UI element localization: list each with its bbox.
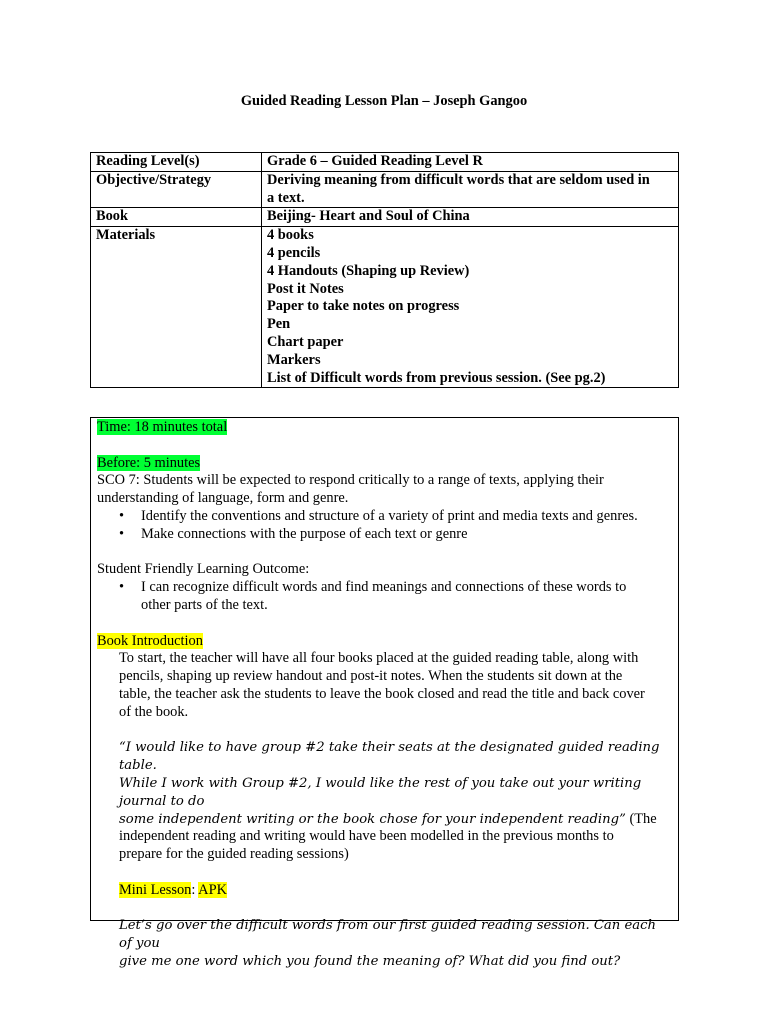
- row-label-materials: Materials: [91, 227, 262, 388]
- lesson-info-table: [90, 152, 679, 388]
- teacher-quote-line: “I would like to have group #2 take their seats at the designated guided reading table.: [119, 740, 660, 774]
- material-item: Chart paper: [267, 333, 344, 350]
- row-value-objective: [262, 171, 679, 208]
- list-item: • Make connections with the purpose of each text or genre: [141, 526, 672, 544]
- book-intro-heading: Book Introduction: [97, 632, 203, 649]
- paragraph-line: independent reading and writing would have been modelled in the previous months to: [119, 828, 614, 845]
- material-item: 4 Handouts (Shaping up Review): [267, 262, 470, 279]
- mini-lesson-label: Mini Lesson: [119, 881, 192, 898]
- table-row: [91, 171, 679, 208]
- teacher-quote-line: some independent writing or the book chose for your independent reading”: [119, 811, 626, 827]
- teacher-quote-line: While I work with Group #2, I would like the rest of you take out your writing journal to do: [119, 775, 642, 809]
- material-item: List of Difficult words from previous session. (See pg.2): [267, 369, 606, 386]
- list-item: • Identify the conventions and structure of a variety of print and media texts and genres.: [141, 508, 672, 526]
- before-label: Before: 5 minutes: [97, 454, 201, 471]
- row-value-materials: [262, 227, 679, 388]
- book-intro-text: [97, 650, 672, 970]
- material-item: 4 books: [267, 227, 314, 244]
- mini-lesson-quote-line: Let’s go over the difficult words from our first guided reading session. Can each of you: [119, 918, 657, 952]
- mini-lesson-quote-line: give me one word which you found the meaning of? What did you find out?: [119, 953, 621, 969]
- material-item: Markers: [267, 351, 321, 368]
- outcome-line: other parts of the text.: [141, 596, 268, 613]
- time-total-label: Time: 18 minutes total: [97, 419, 228, 435]
- sco-text: SCO 7: Students will be expected to respond critically to a range of texts, applying their: [97, 472, 604, 489]
- row-label-reading-level: Reading Level(s): [91, 153, 262, 172]
- mini-lesson-colon: :: [191, 881, 199, 898]
- table-row: [91, 153, 679, 172]
- table-row: [91, 227, 679, 388]
- material-item: Pen: [267, 316, 291, 333]
- value-line: Beijing- Heart and Soul of China: [267, 208, 470, 225]
- sco-text: understanding of language, form and genre.: [97, 490, 349, 507]
- material-item: Post it Notes: [267, 280, 344, 297]
- outcome-line: • I can recognize difficult words and find meanings and connections of these words to: [141, 579, 627, 596]
- value-line: Grade 6 – Guided Reading Level R: [267, 153, 483, 169]
- paragraph-line: of the book.: [119, 703, 189, 720]
- paragraph-line: pencils, shaping up review handout and post-it notes. When the students sit down at the: [119, 668, 623, 685]
- material-item: Paper to take notes on progress: [267, 298, 460, 315]
- outcome-heading: Student Friendly Learning Outcome:: [97, 561, 310, 578]
- row-value-book: [262, 208, 679, 227]
- row-label-objective: Objective/Strategy: [91, 171, 262, 208]
- value-line: a text.: [267, 189, 305, 206]
- mini-lesson-value: APK: [198, 881, 227, 898]
- outcome-bullet-list: [97, 579, 672, 615]
- row-value-reading-level: [262, 153, 679, 172]
- sco-bullet-list: [97, 508, 672, 544]
- paragraph-line: table, the teacher ask the students to leave the book closed and read the title and back cover: [119, 685, 645, 702]
- document-title: Guided Reading Lesson Plan – Joseph Gangoo: [240, 93, 528, 109]
- material-item: 4 pencils: [267, 244, 321, 261]
- lesson-procedure-box: [90, 417, 679, 969]
- table-row: [91, 208, 679, 227]
- value-line: Deriving meaning from difficult words that are seldom used in: [267, 171, 650, 188]
- paragraph-line: prepare for the guided reading sessions): [119, 846, 349, 863]
- quote-tail: (The: [625, 810, 657, 827]
- list-item: [141, 579, 672, 615]
- paragraph-line: To start, the teacher will have all four books placed at the guided reading table, along with: [119, 650, 639, 667]
- row-label-book: Book: [91, 208, 262, 227]
